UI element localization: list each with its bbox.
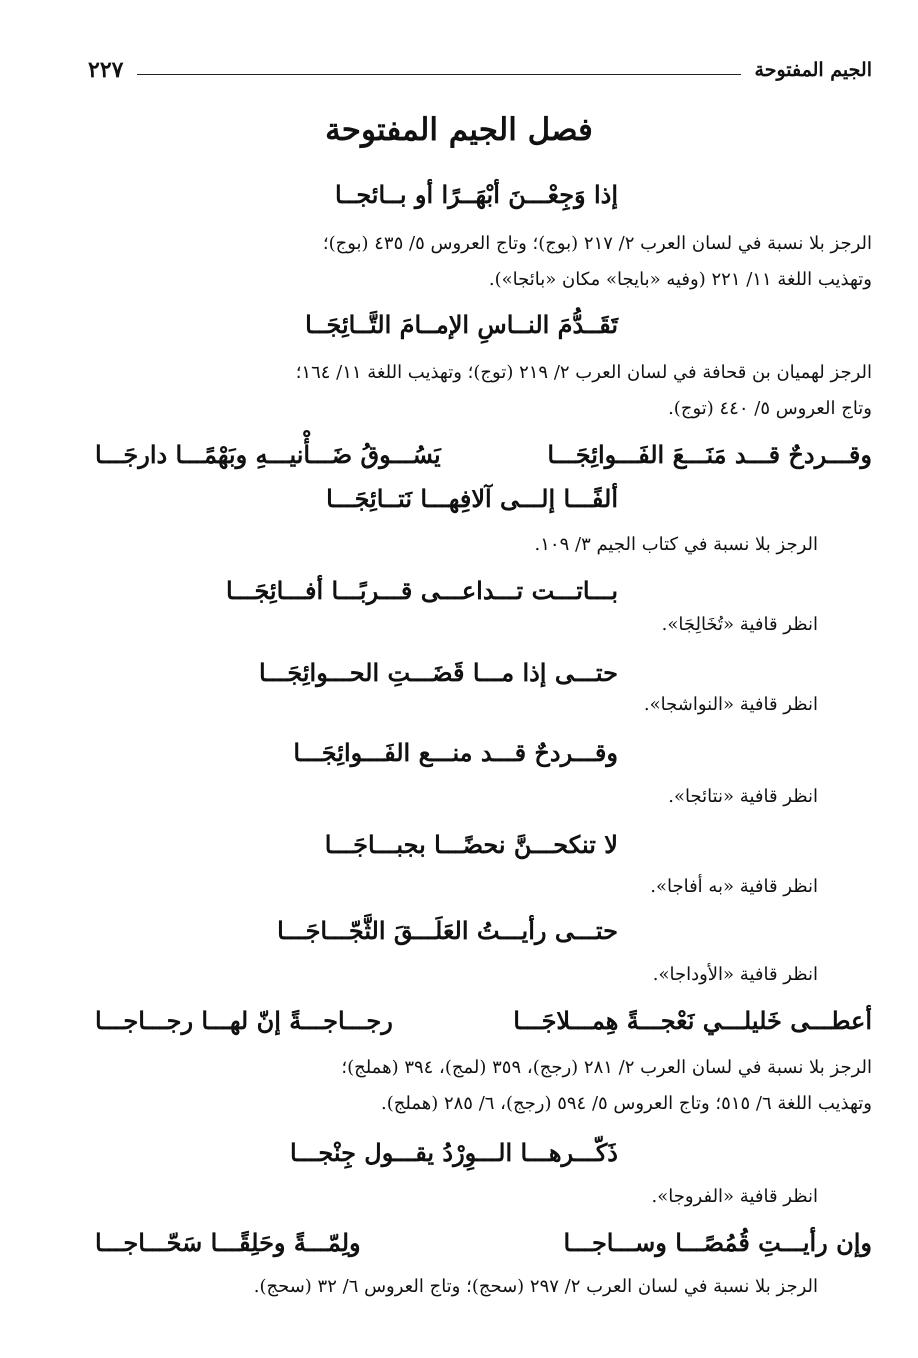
verse-hemistich-right: أعطـــى خَليلـــي نَعْجـــةً هِمـــلاجَـــا (513, 1006, 872, 1035)
verse-hemistich-right: وقـــردحٌ قـــد مَنَـــعَ الفَـــوائِجَـــا (547, 440, 872, 469)
chapter-title: فصل الجيم المفتوحة (325, 112, 593, 148)
header-rule (137, 74, 740, 75)
verse-3-full-line (95, 440, 872, 469)
cross-reference-4: انظر قافية «تُخَالِجَا». (661, 614, 818, 635)
verse-11-full-line (95, 1228, 872, 1257)
verse-hemistich-left: ولِمّـــةً وحَلِقًـــا سَحّـــاجـــا (95, 1228, 361, 1257)
citation-line: الرجز لهميان بن قحافة في لسان العرب ٢/ ٢١٩ (توج)؛ وتهذيب اللغة ١١/ ١٦٤؛ (295, 362, 872, 383)
cross-reference-10: انظر قافية «الفروجا». (651, 1186, 818, 1207)
citation-1 (95, 226, 872, 298)
verse-1: إذا وَجِعْـــنَ أبْهَــرًا أو بــائجــا (334, 180, 618, 209)
verse-10: ذَكّـــرهـــا الـــوِرْدُ يقـــول جِنْجـــا (289, 1138, 618, 1167)
verse-7: لا تنكحـــنَّ نحضًـــا بجبـــاجَـــا (324, 830, 618, 859)
verse-8: حتـــى رأيـــتُ العَلَـــقَ الثَّجّـــاجَـــا (277, 916, 618, 945)
verse-5: حتـــى إذا مـــا قَضَـــتِ الحـــوائِجَـــا (258, 658, 618, 687)
verse-hemistich-right: وإن رأيـــتِ قُمُصًـــا وســـاجـــا (563, 1228, 872, 1257)
cross-reference-7: انظر قافية «به أفاجا». (650, 876, 818, 897)
cross-reference-6: انظر قافية «نتائجا». (668, 786, 818, 807)
verse-6: وقـــردحٌ قـــد منـــع الفَـــوائِجَـــا (293, 738, 618, 767)
page-number: ٢٢٧ (88, 57, 124, 83)
cross-reference-5: انظر قافية «النواشجا». (643, 694, 818, 715)
citation-line: وتهذيب اللغة ٦/ ٥١٥؛ وتاج العروس ٥/ ٥٩٤ (رجج)، ٦/ ٢٨٥ (هملج). (381, 1093, 872, 1114)
verse-4: بـــاتـــت تـــداعـــى قـــربًـــا أفـــائِجَـــا (226, 576, 618, 605)
citation-2 (95, 355, 872, 427)
page-header (88, 48, 872, 92)
citation-line: الرجز بلا نسبة في لسان العرب ٢/ ٢١٧ (بوج)؛ وتاج العروس ٥/ ٤٣٥ (بوج)؛ (322, 233, 872, 254)
citation-line: وتاج العروس ٥/ ٤٤٠ (توج). (668, 398, 872, 419)
citation-3: الرجز بلا نسبة في كتاب الجيم ٣/ ١٠٩. (534, 534, 818, 555)
verse-hemistich-left: يَسُـــوقُ ضَـــأْنيـــهِ وبَهْمًـــا دارجَـــا (95, 440, 441, 469)
citation-11: الرجز بلا نسبة في لسان العرب ٢/ ٢٩٧ (سحج)؛ وتاج العروس ٦/ ٣٢ (سحج). (253, 1276, 818, 1297)
running-head: الجيم المفتوحة (754, 59, 872, 81)
verse-9-full-line (95, 1006, 872, 1035)
verse-2: تَقَــدُّمَ النــاسِ الإمــامَ التَّــائِجَــا (305, 310, 618, 339)
cross-reference-8: انظر قافية «الأوداجا». (652, 964, 818, 985)
citation-9 (95, 1050, 872, 1122)
citation-line: وتهذيب اللغة ١١/ ٢٢١ (وفيه «بايجا» مكان «بائجا»). (488, 269, 872, 290)
verse-3-second-line: ألفًـــا إلـــى آلافِهـــا نَتــائِجَـــا (326, 484, 618, 513)
verse-hemistich-left: رجـــاجـــةً إنّ لهـــا رجـــاجـــا (95, 1006, 393, 1035)
citation-line: الرجز بلا نسبة في لسان العرب ٢/ ٢٨١ (رجج)، ٣٥٩ (لمج)، ٣٩٤ (هملج)؛ (341, 1057, 872, 1078)
